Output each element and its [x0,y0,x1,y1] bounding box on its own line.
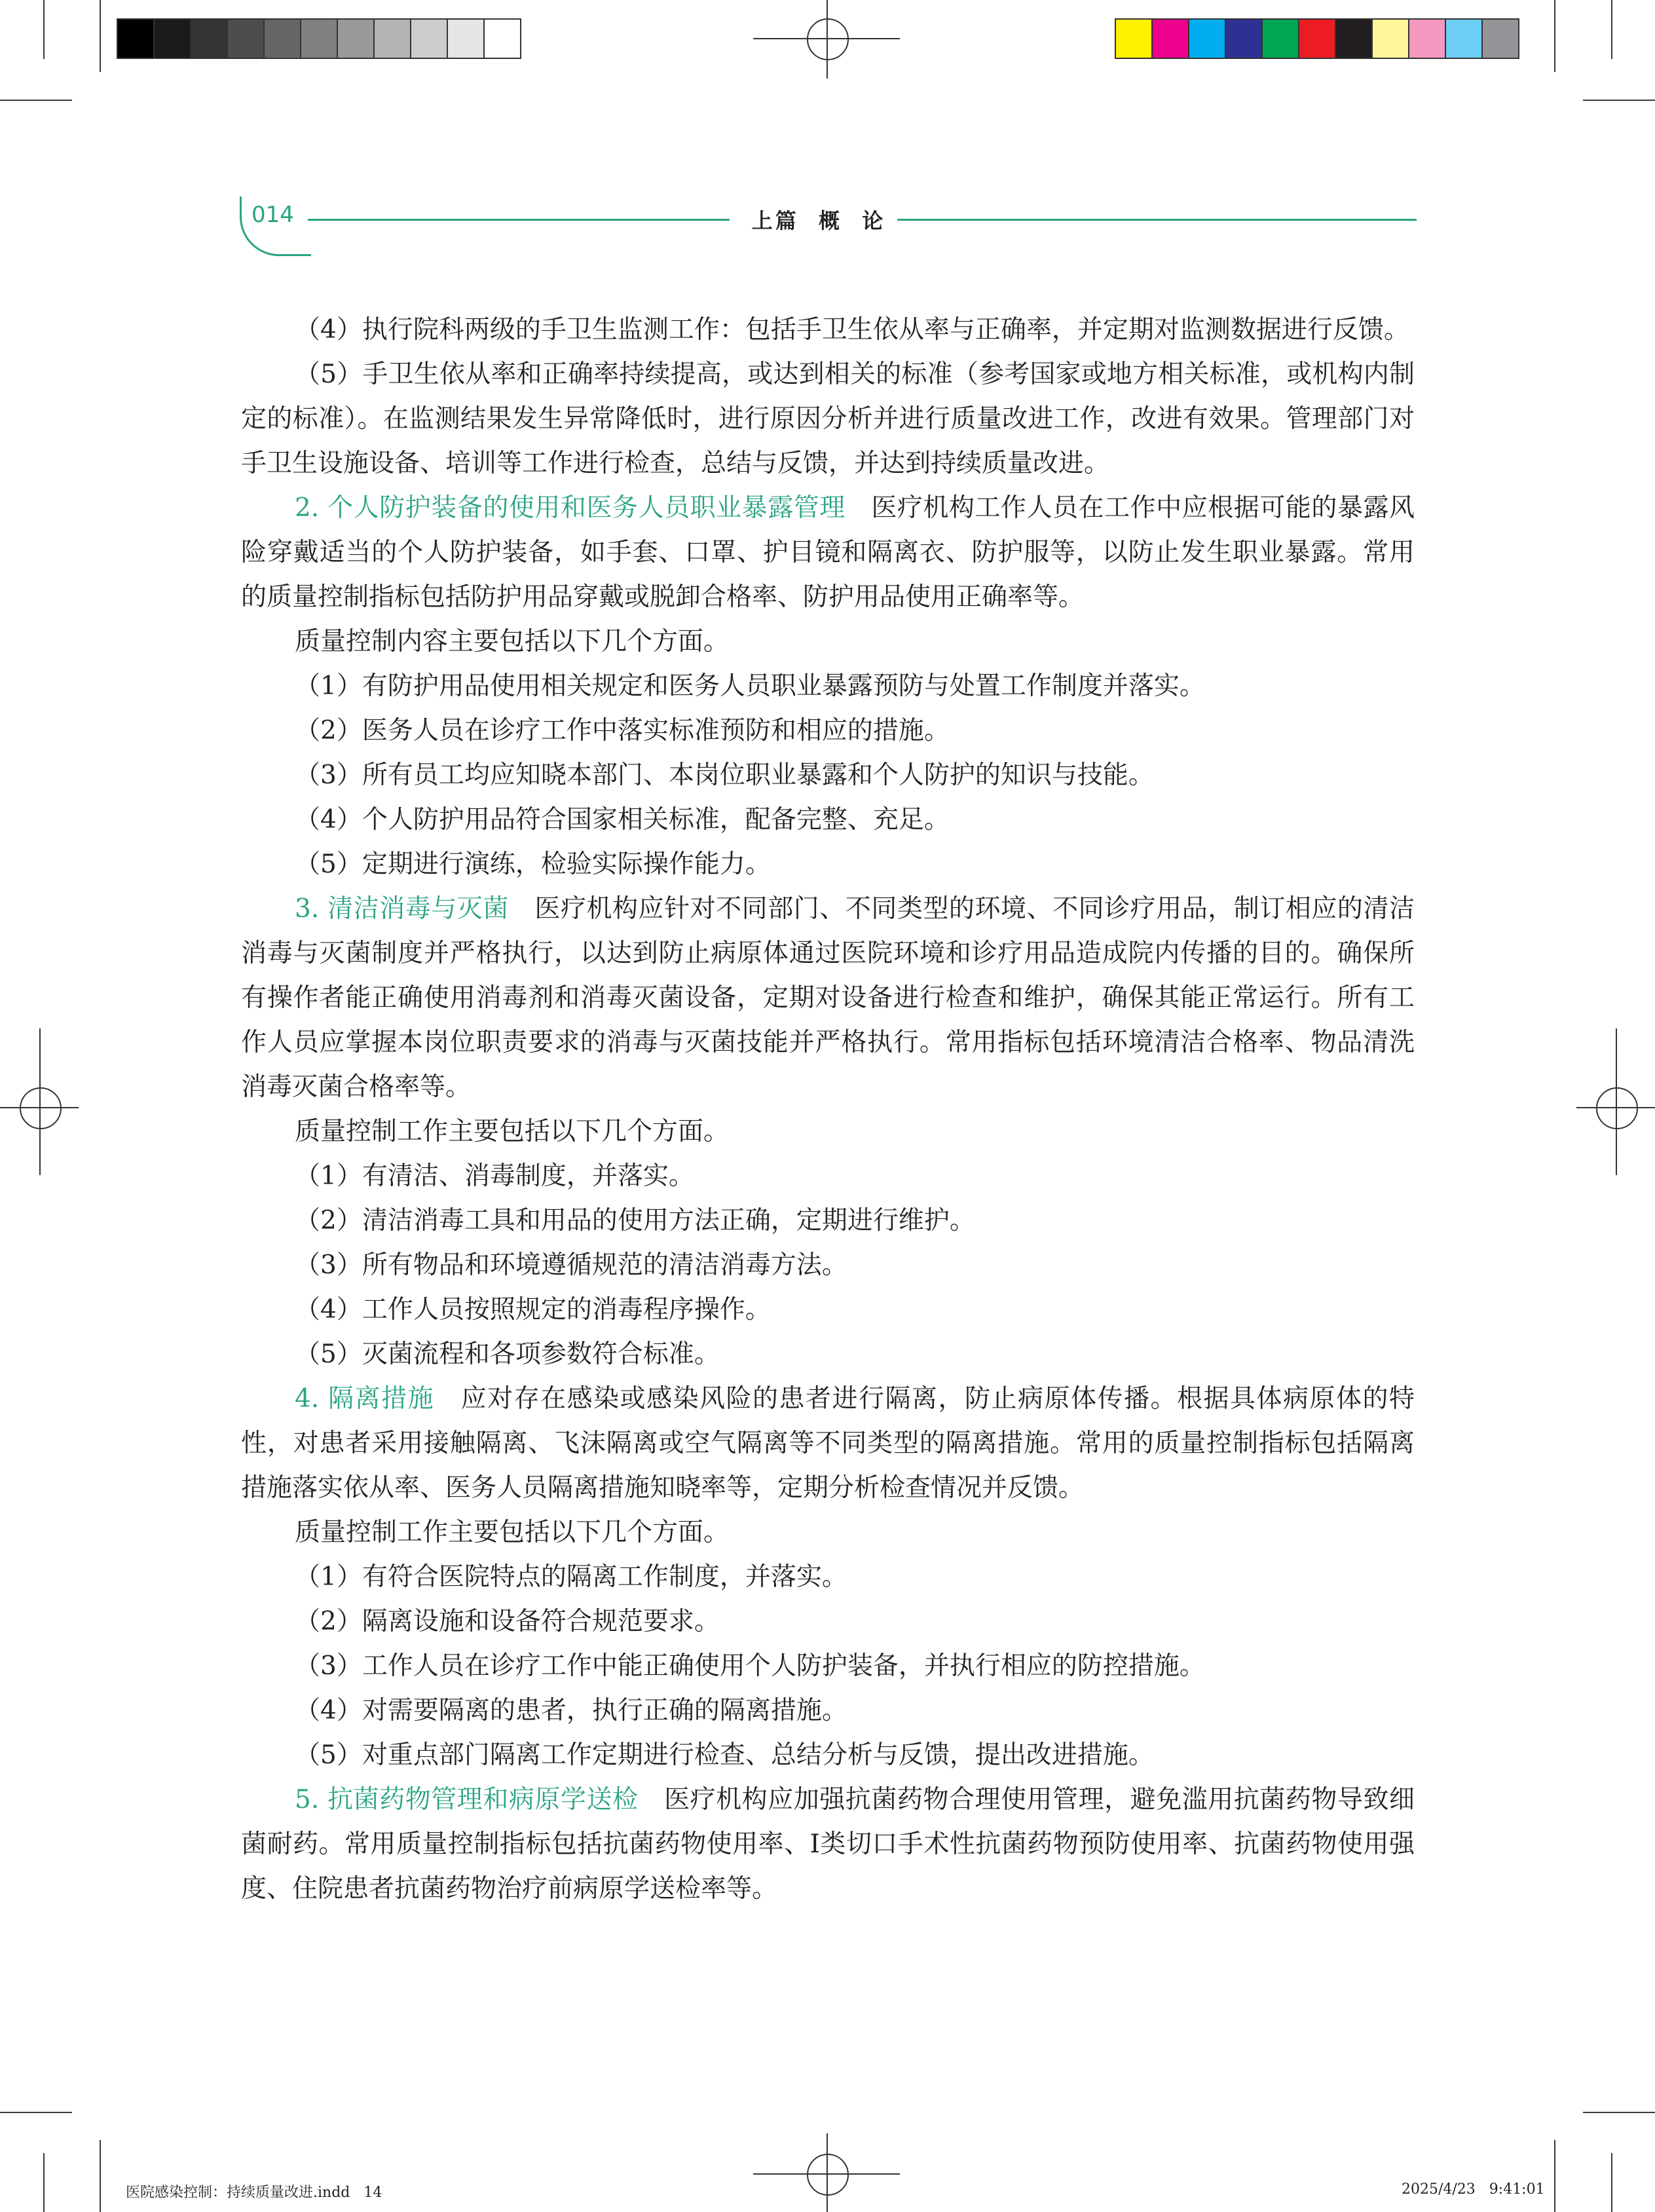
list-item: （5）定期进行演练，检验实际操作能力。 [295,850,771,879]
paragraph: （4）执行院科两级的手卫生监测工作：包括手卫生依从率与正确率，并定期对监测数据进行反馈。 [295,315,1409,345]
list-item: （2）清洁消毒工具和用品的使用方法正确，定期进行维护。 [295,1206,975,1235]
list-item: （3）工作人员在诊疗工作中能正确使用个人防护装备，并执行相应的防控措施。 [295,1651,1205,1681]
color-swatch [485,20,520,58]
list-item: （4）个人防护用品符合国家相关标准，配备完整、充足。 [295,805,950,834]
grayscale-bar [117,18,521,59]
list-item: （4）对需要隔离的患者，执行正确的隔离措施。 [295,1696,847,1725]
crop-mark [1583,2112,1655,2113]
color-swatch [1409,20,1446,58]
crop-mark [1554,0,1555,72]
list-item: （2）医务人员在诊疗工作中落实标准预防和相应的措施。 [295,716,950,745]
color-swatch [1299,20,1336,58]
color-swatch [1226,20,1263,58]
list-item: （1）有符合医院特点的隔离工作制度，并落实。 [295,1562,847,1592]
color-swatch [411,20,448,58]
timestamp-slug: 2025/4/23 9:41:01 [1402,2181,1545,2198]
color-swatch [118,20,155,58]
list-item: （3）所有员工均应知晓本部门、本岗位职业暴露和个人防护的知识与技能。 [295,760,1154,790]
file-slug: 医院感染控制：持续质量改进.indd 14 [126,2184,382,2201]
section-paragraph [241,887,1415,1110]
section-text: 医疗机构应针对不同部门、不同类型的环境、不同诊疗用品，制订相应的清洁消毒与灭菌制度并严格执行，以达到防止病原体通过医院环境和诊疗用品造成院内传播的目的。确保所有操作者能正确使用消毒剂和消毒灭菌设备，定期对设备进行检查和维护，确保其能正常运行。所有工作人员应掌握本岗位职责要求的消毒与灭菌技能并严格执行。常用指标包括环境清洁合格率、物品清洗消毒灭菌合格率等。 [241,894,1415,1102]
color-swatch [228,20,265,58]
color-swatch [191,20,228,58]
color-swatch [265,20,301,58]
color-swatch [301,20,338,58]
section-text: 医疗机构应加强抗菌药物合理使用管理，避免滥用抗菌药物导致细菌耐药。常用质量控制指标包括抗菌药物使用率、Ⅰ类切口手术性抗菌药物预防使用率、抗菌药物使用强度、住院患者抗菌药物治疗前病原学送检率等。 [241,1785,1415,1903]
list-item: （5）对重点部门隔离工作定期进行检查、总结分析与反馈，提出改进措施。 [295,1740,1154,1770]
color-bar [1115,18,1519,59]
paragraph: 质量控制工作主要包括以下几个方面。 [295,1117,730,1146]
list-item: （1）有防护用品使用相关规定和医务人员职业暴露预防与处置工作制度并落实。 [295,671,1205,701]
color-swatch [1373,20,1409,58]
color-swatch [375,20,411,58]
color-swatch [1153,20,1189,58]
paragraph: 质量控制内容主要包括以下几个方面。 [295,627,730,656]
list-item: （1）有清洁、消毒制度，并落实。 [295,1161,694,1191]
crop-mark [1583,100,1655,101]
color-swatch [1116,20,1153,58]
crop-mark [1611,2153,1612,2212]
crop-mark [100,0,101,72]
list-item: （2）隔离设施和设备符合规范要求。 [295,1607,720,1636]
crop-mark [1554,2140,1555,2212]
section-paragraph [241,1778,1415,1911]
section-paragraph [241,486,1415,620]
crop-mark [43,0,45,59]
section-heading: 4. 隔离措施 [295,1384,435,1414]
color-swatch [1446,20,1483,58]
color-swatch [448,20,485,58]
crop-mark [0,100,72,101]
section-paragraph [241,1377,1415,1510]
header-rule-right [897,219,1417,221]
section-heading: 5. 抗菌药物管理和病原学送检 [295,1785,639,1814]
page-body [241,308,1415,1911]
header-rule-left [308,219,730,221]
color-swatch [1189,20,1226,58]
page-number: 014 [251,202,294,228]
section-heading: 2. 个人防护装备的使用和医务人员职业暴露管理 [295,493,846,523]
list-item: （3）所有物品和环境遵循规范的清洁消毒方法。 [295,1250,847,1280]
section-text: 医疗机构工作人员在工作中应根据可能的暴露风险穿戴适当的个人防护装备，如手套、口罩、护目镜和隔离衣、防护服等，以防止发生职业暴露。常用的质量控制指标包括防护用品穿戴或脱卸合格率、防护用品使用正确率等。 [241,493,1415,612]
section-heading: 3. 清洁消毒与灭菌 [295,894,509,924]
crop-mark [43,2153,45,2212]
paragraph: （5）手卫生依从率和正确率持续提高，或达到相关的标准（参考国家或地方相关标准，或机构内制定的标准）。在监测结果发生异常降低时，进行原因分析并进行质量改进工作，改进有效果。管理部门对手卫生设施设备、培训等工作进行检查，总结与反馈，并达到持续质量改进。 [241,360,1415,478]
crop-mark [100,2140,101,2212]
color-swatch [155,20,191,58]
color-swatch [1483,20,1518,58]
color-swatch [338,20,375,58]
color-swatch [1336,20,1373,58]
list-item: （4）工作人员按照规定的消毒程序操作。 [295,1295,771,1324]
list-item: （5）灭菌流程和各项参数符合标准。 [295,1340,720,1369]
section-text: 应对存在感染或感染风险的患者进行隔离，防止病原体传播。根据具体病原体的特性，对患者采用接触隔离、飞沫隔离或空气隔离等不同类型的隔离措施。常用的质量控制指标包括隔离措施落实依从率、医务人员隔离措施知晓率等，定期分析检查情况并反馈。 [241,1384,1415,1503]
crop-mark [1611,0,1612,59]
paragraph: 质量控制工作主要包括以下几个方面。 [295,1518,730,1547]
color-swatch [1263,20,1299,58]
running-title: 上篇 概 论 [751,208,886,233]
crop-mark [0,2112,72,2113]
